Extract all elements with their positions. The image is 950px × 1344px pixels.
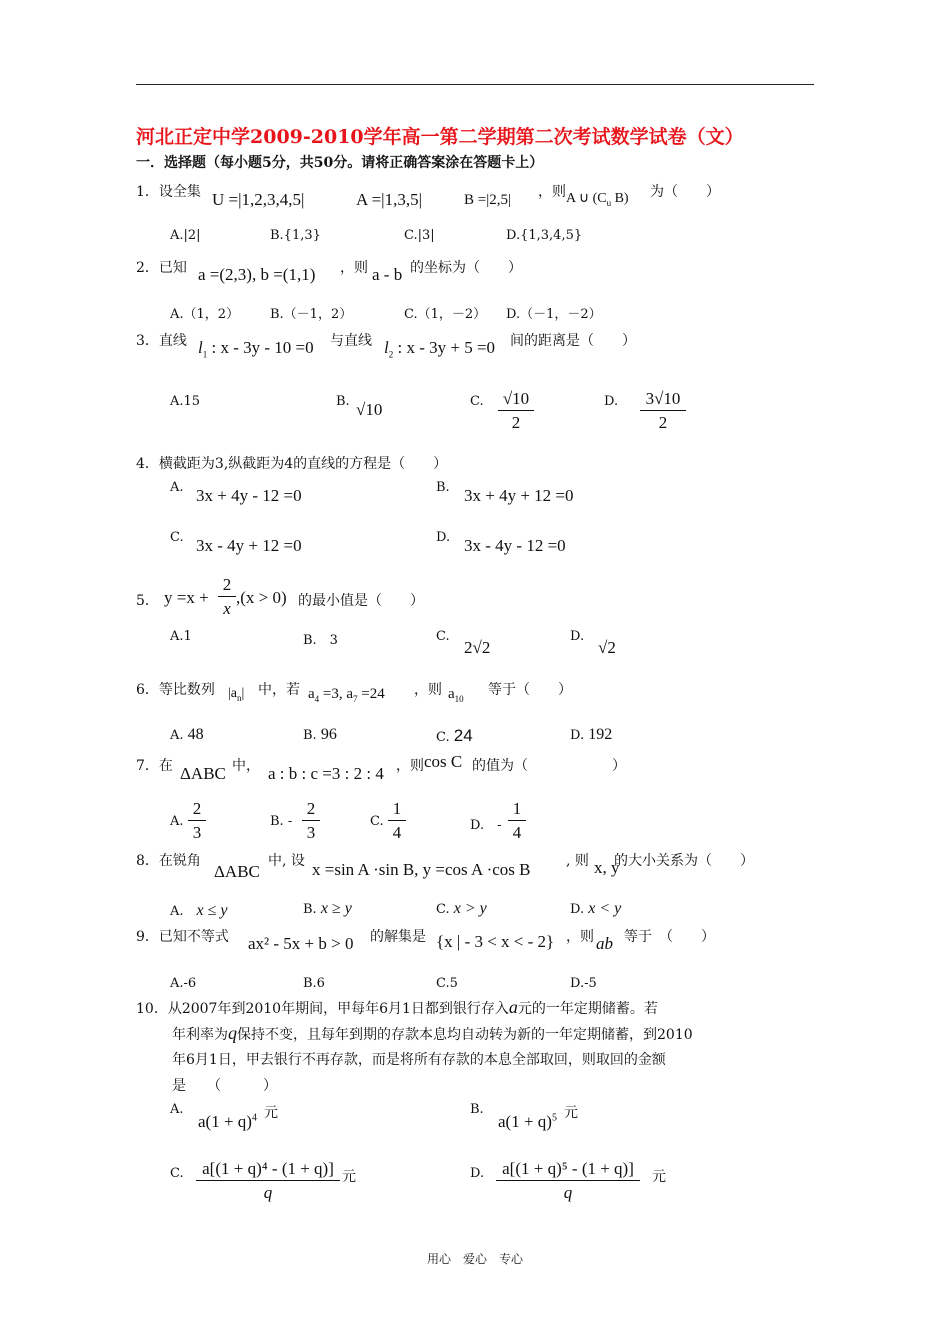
option-d[interactable]: D. xyxy=(470,1166,485,1181)
option-b[interactable]: B. xyxy=(470,1102,484,1117)
option-b[interactable]: B. 96 xyxy=(303,726,337,743)
option-d[interactable]: D. xyxy=(570,629,585,644)
option-d[interactable]: D. xyxy=(436,530,451,545)
option-d[interactable]: D.{1,3,4,5} xyxy=(506,228,583,243)
page-footer: 用心 爱心 专心 xyxy=(426,1252,523,1266)
option-c[interactable]: C. xyxy=(170,530,184,545)
option-a[interactable]: A.-6 xyxy=(170,976,197,991)
option-b[interactable]: B.（－1，2） xyxy=(270,307,353,322)
option-d[interactable]: D. 192 xyxy=(570,726,613,743)
option-b[interactable]: B. 3 xyxy=(303,633,338,648)
option-b[interactable]: B. x ≥ y xyxy=(303,900,352,917)
option-c[interactable]: C. xyxy=(170,1166,184,1181)
option-a[interactable]: A.（1，2） xyxy=(170,307,240,322)
option-a[interactable]: A. xyxy=(170,814,184,829)
option-b[interactable]: B. xyxy=(436,480,450,495)
option-c[interactable]: C. xyxy=(436,629,450,644)
option-d[interactable]: D.（－1，－2） xyxy=(506,307,602,322)
option-a[interactable]: A. xyxy=(170,480,184,495)
option-d[interactable]: D.-5 xyxy=(570,976,597,991)
option-b[interactable]: B.{1,3} xyxy=(270,228,321,243)
option-c[interactable]: C.（1，－2） xyxy=(404,307,487,322)
exam-title: 河北正定中学2009-2010学年高一第二学期第二次考试数学试卷（文） xyxy=(136,126,744,148)
option-a[interactable]: A.1 xyxy=(170,629,192,644)
option-c[interactable]: C. xyxy=(370,814,384,829)
option-b[interactable]: B.6 xyxy=(303,976,325,991)
option-a[interactable]: A. xyxy=(170,1102,184,1117)
option-c[interactable]: C.|3| xyxy=(404,228,435,243)
option-d[interactable]: D. - xyxy=(470,818,502,833)
option-b[interactable]: B. xyxy=(336,394,350,409)
option-a[interactable]: A. 48 xyxy=(170,726,204,743)
option-c[interactable]: C. 24 xyxy=(436,726,473,745)
option-c[interactable]: C. xyxy=(470,394,484,409)
header-rule xyxy=(136,84,814,85)
option-c[interactable]: C.5 xyxy=(436,976,458,991)
option-a[interactable]: A. x ≤ y xyxy=(170,902,228,919)
section-heading: 一．选择题（每小题5分，共50分。请将正确答案涂在答题卡上） xyxy=(136,155,544,171)
option-d[interactable]: D. xyxy=(604,394,619,409)
option-c[interactable]: C. x > y xyxy=(436,900,487,917)
option-d[interactable]: D. x < y xyxy=(570,900,622,917)
option-a[interactable]: A.15 xyxy=(170,394,201,409)
option-b[interactable]: B. - xyxy=(270,814,293,829)
option-a[interactable]: A.|2| xyxy=(170,228,201,243)
